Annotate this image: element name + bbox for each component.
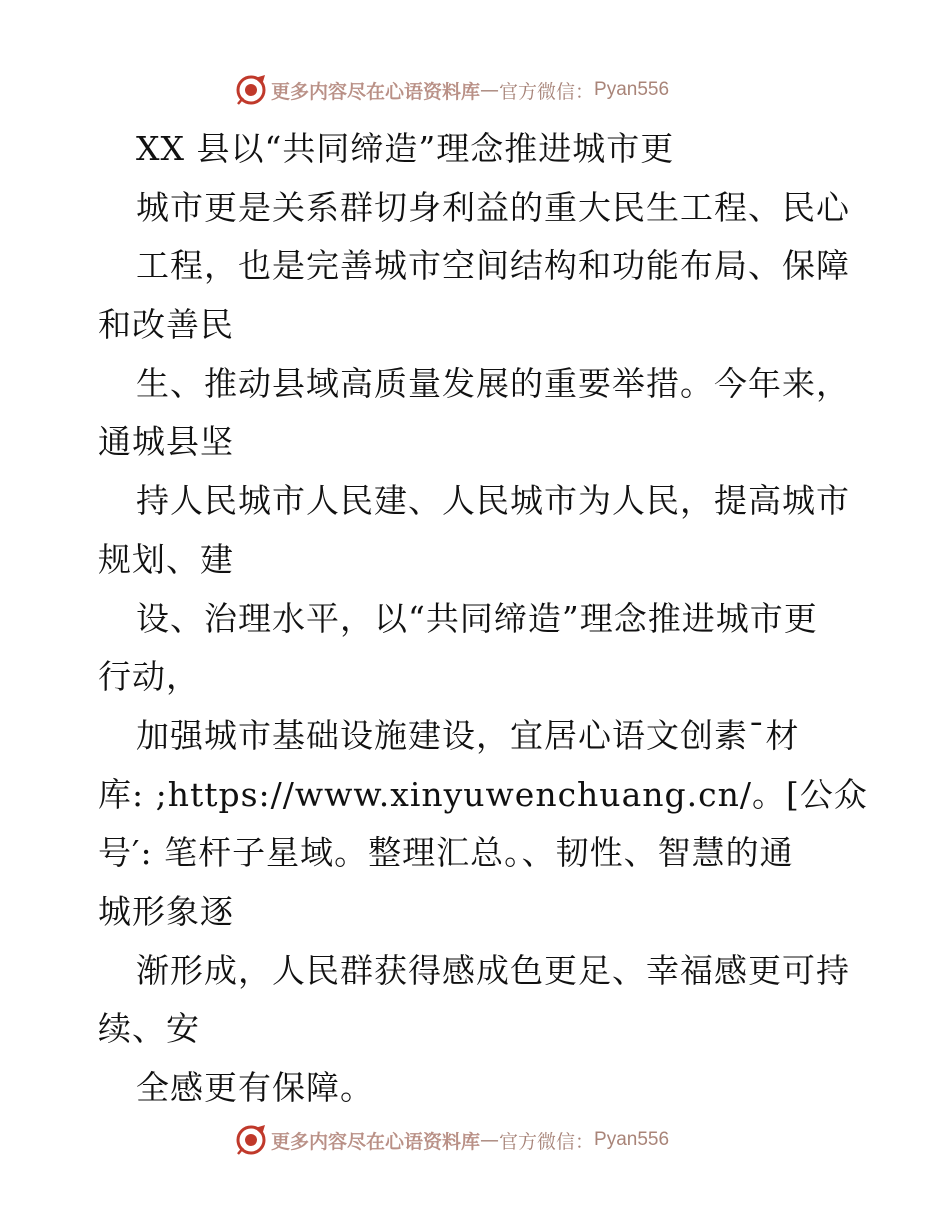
- text-line: 设、治理水平，以“共同缔造”理念推进城市更: [136, 598, 818, 638]
- banner-wechat-id: Pyan556: [594, 79, 670, 100]
- text-line: 行动，: [98, 657, 200, 697]
- text-line: 生、推动县域高质量发展的重要举措。今年来，: [136, 363, 850, 403]
- text-line: 续、安: [98, 1009, 200, 1049]
- document-body: [98, 120, 868, 1118]
- text-line: 通城县坚: [98, 422, 234, 462]
- text-line: 规划、建: [98, 539, 234, 579]
- banner-title: 更多内容尽在心语资料库: [271, 1130, 481, 1153]
- pen-logo-icon: [235, 74, 267, 106]
- banner-title: 更多内容尽在心语资料库: [271, 80, 481, 103]
- text-line: 和改善民: [98, 305, 234, 345]
- text-line: 工程，也是完善城市空间结构和功能布局、保障: [136, 246, 850, 286]
- header-banner: [235, 72, 669, 108]
- text-line: 号′: 笔杆子星域。整理汇总。、韧性、智慧的通: [98, 833, 794, 873]
- text-line: 渐形成，人民群获得感成色更足、幸福感更可持: [136, 950, 850, 990]
- banner-wechat-label: 官方微信：: [499, 1130, 595, 1153]
- footer-banner: [235, 1122, 669, 1158]
- text-line: 全感更有保障。: [136, 1068, 374, 1107]
- banner-separator: —: [480, 1129, 500, 1151]
- banner-separator: —: [480, 79, 500, 101]
- text-line: XX 县以“共同缔造”理念推进城市更: [136, 129, 675, 168]
- banner-wechat-label: 官方微信：: [499, 80, 595, 103]
- text-line: 城市更是关系群切身利益的重大民生工程、民心: [136, 187, 850, 227]
- pen-logo-icon: [235, 1124, 267, 1156]
- text-line: 加强城市基础设施建设，宜居心语文创素¯材: [136, 715, 800, 755]
- text-line: 库: ;https://www.xinyuwenchuang.cn/。[公众: [98, 774, 868, 814]
- banner-wechat-id: Pyan556: [594, 1129, 670, 1150]
- text-line: 城形象逐: [98, 891, 234, 931]
- text-line: 持人民城市人民建、人民城市为人民，提高城市: [136, 481, 850, 521]
